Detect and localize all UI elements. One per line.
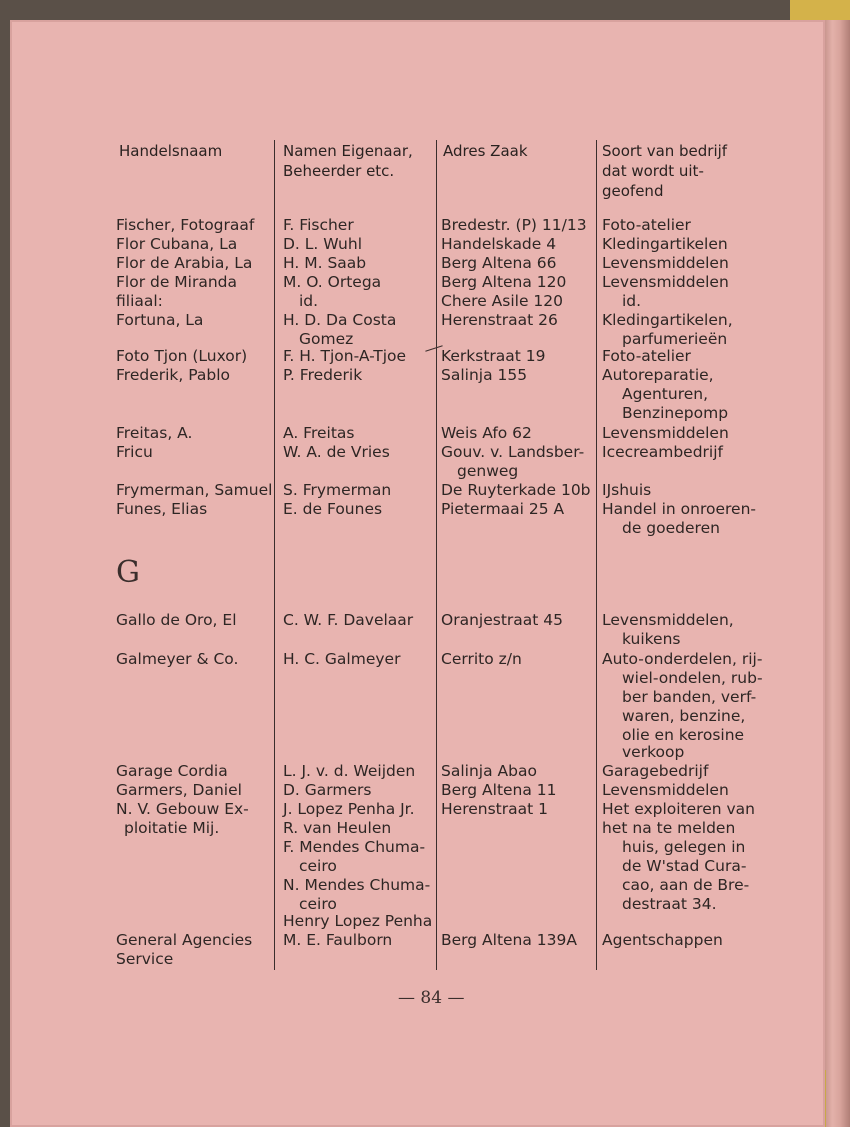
col4-entry: Agentschappen [602,931,723,949]
col1-entry: Frymerman, Samuel [116,481,273,499]
col4-entry: de W'stad Cura- [622,857,747,875]
col3-entry: Chere Asile 120 [441,292,564,310]
col2-entry: ceiro [299,857,337,875]
header-soort-bedrijf: Soort van bedrijf dat wordt uit-geofend [602,142,728,200]
col2-entry: S. Frymerman [283,481,392,499]
col2-entry: H. M. Saab [283,254,367,272]
col1-entry: General Agencies [116,931,253,949]
col2-entry: M. O. Ortega [283,273,382,291]
col4-entry: Levensmiddelen, [602,611,734,629]
col2-entry: F. Mendes Chuma- [283,838,426,856]
col1-entry: Foto Tjon (Luxor) [116,347,248,365]
col4-entry: Handel in onroeren- [602,500,756,518]
section-letter: G [116,555,140,590]
col1-entry: Garage Cordia [116,762,228,780]
col3-entry: Salinja Abao [441,762,537,780]
col2-entry: R. van Heulen [283,819,392,837]
col3-entry: Herenstraat 1 [441,800,548,818]
col4-entry: Het exploiteren van [602,800,755,818]
col1-entry: Galmeyer & Co. [116,650,239,668]
col2-entry: E. de Founes [283,500,383,518]
col4-entry: ber banden, verf- [622,688,757,706]
spine-gold-edge [790,0,850,20]
col4-entry: Benzinepomp [622,404,729,422]
col3-entry: Weis Afo 62 [441,424,532,442]
col4-entry: Autoreparatie, [602,366,714,384]
col1-entry: Fischer, Fotograaf [116,216,255,234]
col3-entry: Pietermaai 25 A [441,500,565,518]
col4-entry: het na te melden [602,819,736,837]
col1-entry: Fricu [116,443,153,461]
column-rule-2 [436,140,437,970]
col1-entry: Flor Cubana, La [116,235,238,253]
col3-entry: De Ruyterkade 10b [441,481,591,499]
col1-entry: Service [116,950,174,968]
col4-entry: Auto-onderdelen, rij- [602,650,763,668]
col2-entry: M. E. Faulborn [283,931,393,949]
col2-entry: N. Mendes Chuma- [283,876,431,894]
col2-entry: C. W. F. Davelaar [283,611,414,629]
col2-entry: D. Garmers [283,781,372,799]
col2-entry: D. L. Wuhl [283,235,363,253]
col4-entry: waren, benzine, [622,707,746,725]
col4-entry: Levensmiddelen [602,424,729,442]
column-rule-1 [274,140,275,970]
col4-entry: Levensmiddelen [602,781,729,799]
col4-entry: kuikens [622,630,681,648]
col2-entry: J. Lopez Penha Jr. [283,800,415,818]
col4-entry: Levensmiddelen [602,273,729,291]
col3-entry: Kerkstraat 19 [441,347,546,365]
col4-entry: Agenturen, [622,385,709,403]
col1-entry: Funes, Elias [116,500,208,518]
col2-entry: F. H. Tjon-A-Tjoe [283,347,407,365]
col3-entry: Berg Altena 11 [441,781,557,799]
col3-entry: Cerrito z/n [441,650,522,668]
col1-entry: Garmers, Daniel [116,781,242,799]
col2-entry: id. [299,292,319,310]
col4-entry: Icecreambedrijf [602,443,723,461]
col4-entry: wiel-ondelen, rub- [622,669,763,687]
col1-entry: N. V. Gebouw Ex- [116,800,249,818]
col1-entry: ploitatie Mij. [124,819,220,837]
col3-entry: Oranjestraat 45 [441,611,563,629]
header-namen-eigenaar: Namen Eigenaar, Beheerder etc. [283,142,413,180]
col3-entry: Bredestr. (P) 11/13 [441,216,587,234]
col4-entry: Foto-atelier [602,347,691,365]
column-rule-3 [596,140,597,970]
col4-entry: id. [622,292,642,310]
col2-entry: Gomez [299,330,354,348]
col1-entry: Fortuna, La [116,311,204,329]
header-handelsnaam: Handelsnaam [119,142,223,160]
col4-entry: Garagebedrijf [602,762,709,780]
col2-entry: F. Fischer [283,216,354,234]
col4-entry: Kledingartikelen, [602,311,733,329]
col3-entry: genweg [457,462,519,480]
col3-entry: Berg Altena 139A [441,931,577,949]
col1-entry: Flor de Miranda [116,273,238,291]
book-spine [825,0,850,1127]
col3-entry: Gouv. v. Landsber- [441,443,585,461]
col2-entry: H. D. Da Costa [283,311,397,329]
col2-entry: ceiro [299,895,337,913]
col2-entry: Henry Lopez Penha [283,912,433,930]
col4-entry: de goederen [622,519,720,537]
col3-entry: Herenstraat 26 [441,311,558,329]
col4-entry: IJshuis [602,481,652,499]
col4-entry: olie en kerosine [622,726,745,744]
col4-entry: Foto-atelier [602,216,691,234]
col2-entry: L. J. v. d. Weijden [283,762,416,780]
col1-entry: filiaal: [116,292,163,310]
page-number: — 84 — [398,988,465,1008]
col2-entry: A. Freitas [283,424,355,442]
col1-entry: Flor de Arabia, La [116,254,253,272]
col4-entry: verkoop [622,743,685,761]
col1-entry: Gallo de Oro, El [116,611,237,629]
col3-entry: Handelskade 4 [441,235,557,253]
col3-entry: Berg Altena 66 [441,254,557,272]
col4-entry: cao, aan de Bre- [622,876,750,894]
col3-entry: Berg Altena 120 [441,273,567,291]
col1-entry: Freitas, A. [116,424,193,442]
col4-entry: Kledingartikelen [602,235,728,253]
col1-entry: Frederik, Pablo [116,366,231,384]
col2-entry: W. A. de Vries [283,443,390,461]
col2-entry: H. C. Galmeyer [283,650,401,668]
header-adres-zaak: Adres Zaak [443,142,528,160]
col4-entry: Levensmiddelen [602,254,729,272]
col4-entry: huis, gelegen in [622,838,746,856]
col4-entry: destraat 34. [622,895,717,913]
col4-entry: parfumerieën [622,330,728,348]
col2-entry: P. Frederik [283,366,363,384]
col3-entry: Salinja 155 [441,366,528,384]
